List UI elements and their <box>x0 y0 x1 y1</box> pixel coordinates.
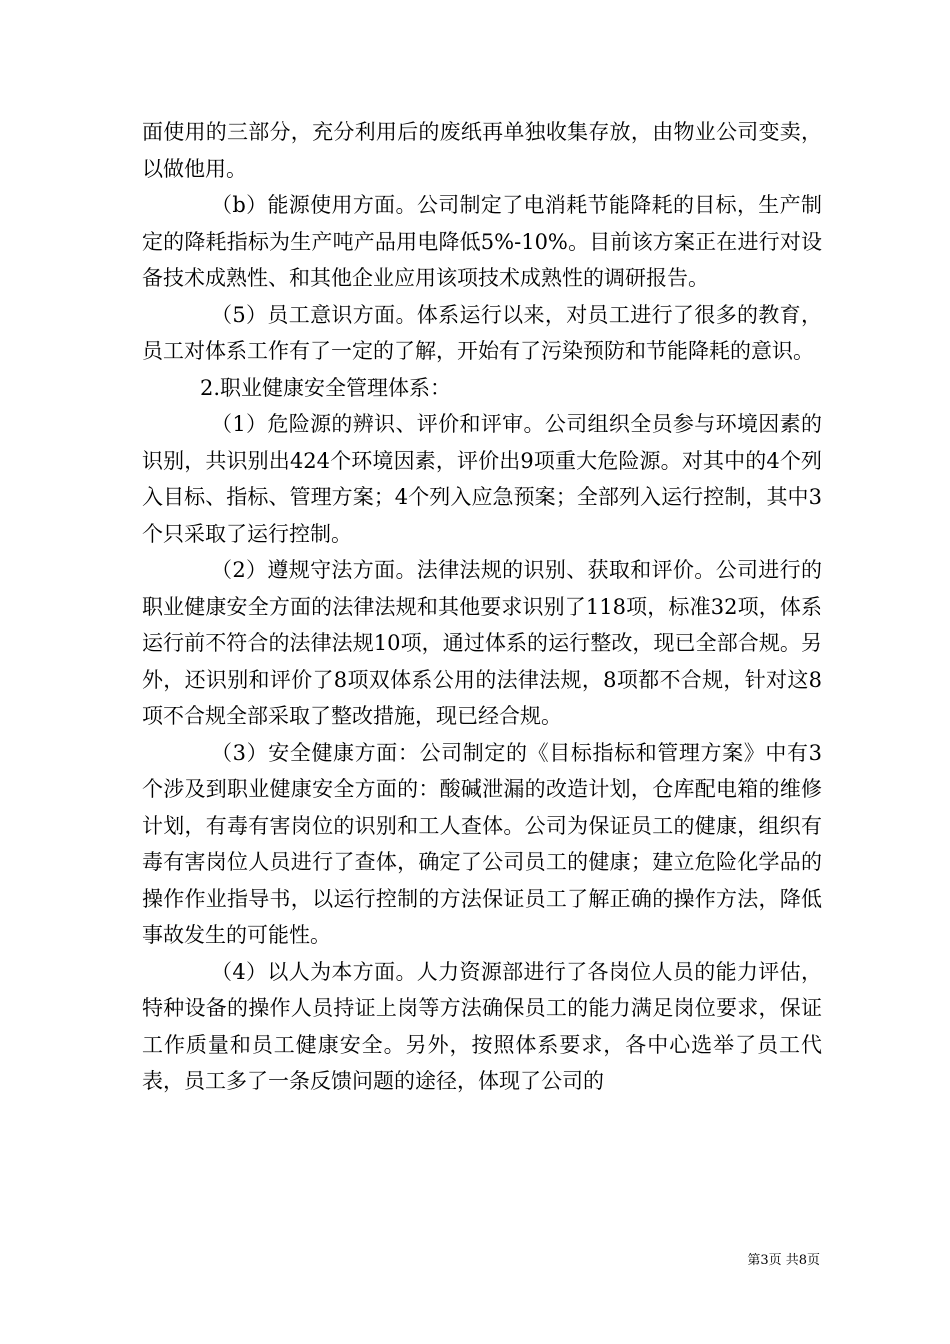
paragraph-safety-health: （3）安全健康方面：公司制定的《目标指标和管理方案》中有3个涉及到职业健康安全方面的：酸碱泄漏的改造计划，仓库配电箱的维修计划，有毒有害岗位的识别和工人查体。公司为保证员工的健康，组织有毒有害岗位人员进行了查体，确定了公司员工的健康；建立危险化学品的操作作业指导书，以运行控制的方法保证员工了解正确的操作方法，降低事故发生的可能性。 <box>142 740 822 947</box>
paragraph-waste-paper: 面使用的三部分，充分利用后的废纸再单独收集存放，由物业公司变卖，以做他用。 <box>142 120 822 181</box>
page-number: 第3页 共8页 <box>747 1253 820 1268</box>
paragraph-employee-awareness: （5）员工意识方面。体系运行以来，对员工进行了很多的教育，员工对体系工作有了一定的了解，开始有了污染预防和节能降耗的意识。 <box>142 302 822 363</box>
section-heading-ohs: 2.职业健康安全管理体系： <box>200 375 452 400</box>
paragraph-people-oriented: （4）以人为本方面。人力资源部进行了各岗位人员的能力评估，特种设备的操作人员持证上岗等方法确保员工的能力满足岗位要求，保证工作质量和员工健康安全。另外，按照体系要求，各中心选举了员工代表，员工多了一条反馈问题的途径，体现了公司的 <box>142 959 822 1093</box>
paragraph-energy-use: （b）能源使用方面。公司制定了电消耗节能降耗的目标，生产制定的降耗指标为生产吨产品用电降低5%-10%。目前该方案正在进行对设备技术成熟性、和其他企业应用该项技术成熟性的调研报告。 <box>142 193 822 290</box>
paragraph-legal-compliance: （2）遵规守法方面。法律法规的识别、获取和评价。公司进行的职业健康安全方面的法律法规和其他要求识别了118项，标准32项，体系运行前不符合的法律法规10项，通过体系的运行整改，现已全部合规。另外，还识别和评价了8项双体系公用的法律法规，8项都不合规，针对这8项不合规全部采取了整改措施，现已经合规。 <box>142 558 822 728</box>
paragraph-hazard-identification: （1）危险源的辨识、评价和评审。公司组织全员参与环境因素的识别，共识别出424个环境因素，评价出9项重大危险源。对其中的4个列入目标、指标、管理方案；4个列入应急预案；全部列入运行控制，其中3个只采取了运行控制。 <box>142 412 822 546</box>
document-body <box>142 114 822 1100</box>
